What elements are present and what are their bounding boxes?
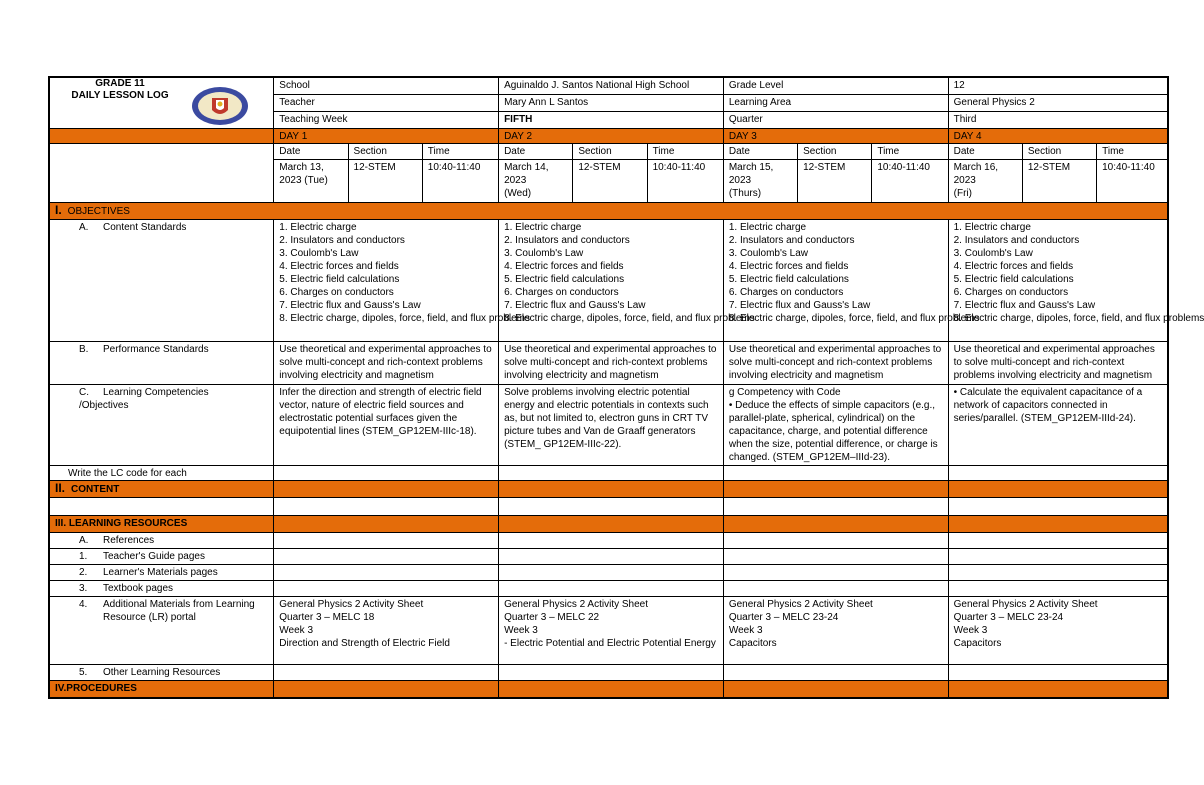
grade-level-label: Grade Level [723, 77, 948, 95]
number: 1. [79, 551, 88, 562]
other-resources-day-3 [723, 665, 948, 681]
references-day-1 [274, 533, 499, 549]
content-standard-item: 5. Electric field calculations [504, 274, 625, 285]
day-4-time: 10:40-11:40 [1097, 160, 1168, 203]
day-1-label: DAY 1 [274, 129, 499, 144]
procedures-day-2 [499, 681, 724, 698]
section-label: Section [573, 144, 647, 160]
content-standard-item: 3. Coulomb's Law [728, 248, 809, 259]
content-standard-item: 1. Electric charge [504, 222, 582, 233]
references-day-2 [499, 533, 724, 549]
content-standard-item: 2. Insulators and conductors [279, 235, 405, 246]
quarter-value: Third [948, 112, 1168, 129]
week-value: FIFTH [499, 112, 724, 129]
objectives-roman: I. [55, 203, 62, 217]
school-label: School [274, 77, 499, 95]
line: Quarter 3 – MELC 23-24 [953, 612, 1064, 623]
content-standard-item: 2. Insulators and conductors [504, 235, 630, 246]
label: Content Standards [103, 222, 187, 233]
teachers-guide-day-4 [948, 549, 1168, 565]
content-standard-item: 5. Electric field calculations [728, 274, 849, 285]
resources-header-day-2 [499, 516, 724, 533]
learning-area-label: Learning Area [723, 95, 948, 112]
references-label [49, 533, 274, 549]
content-standard-item: 6. Charges on conductors [504, 287, 619, 298]
content-day-1 [274, 498, 499, 516]
teacher-label: Teacher [274, 95, 499, 112]
letter: C. [79, 387, 89, 398]
content-header-day-1 [274, 481, 499, 498]
content-standard-item: 4. Electric forces and fields [279, 261, 399, 272]
additional-day-3 [723, 597, 948, 665]
day-3-date: March 15, 2023 (Thurs) [723, 160, 797, 203]
time-label: Time [872, 144, 948, 160]
content-standard-item: 8. Electric charge, dipoles, force, field, and flux problems [953, 313, 1204, 324]
resources-header-day-3 [723, 516, 948, 533]
content-standard-item: 8. Electric charge, dipoles, force, field, and flux problems [279, 313, 530, 324]
label-cont: /Objectives [79, 400, 129, 411]
additional-day-1 [274, 597, 499, 665]
procedures-header: IV.PROCEDURES [49, 681, 274, 698]
number: 5. [79, 667, 88, 678]
number: 4. [79, 599, 88, 610]
date-label: Date [948, 144, 1022, 160]
section-label: Section [348, 144, 422, 160]
teachers-guide-day-1 [274, 549, 499, 565]
learning-competencies-label [49, 385, 274, 466]
grade-title: GRADE 11 [95, 78, 145, 89]
day-3-section: 12-STEM [798, 160, 872, 203]
content-standard-item: 5. Electric field calculations [279, 274, 400, 285]
line: General Physics 2 Activity Sheet [279, 599, 424, 610]
performance-standards-day-1: Use theoretical and experimental approaches to solve multi-concept and rich-context problems involving electricity and magnetism [274, 342, 499, 385]
content-standards-day-4 [948, 220, 1204, 342]
label: Performance Standards [103, 344, 209, 355]
references-day-4 [948, 533, 1168, 549]
content-standard-item: 4. Electric forces and fields [504, 261, 624, 272]
competency-day-3: g Competency with Code • Deduce the effects of simple capacitors (e.g., parallel-plate, spherical, cylindrical) on the capacitance, charge, and potential difference when the size, potential difference, or charge is changed. (STEM_GP12EM–IIId-23). [723, 385, 948, 466]
line: Week 3 [953, 625, 988, 636]
lc-code-day-1 [274, 466, 499, 481]
deped-seal-icon [190, 86, 250, 126]
content-standard-item: 7. Electric flux and Gauss's Law [728, 300, 871, 311]
content-standard-item: 8. Electric charge, dipoles, force, field, and flux problems [728, 313, 980, 324]
teacher-value: Mary Ann L Santos [499, 95, 724, 112]
day-1-time: 10:40-11:40 [422, 160, 498, 203]
content-standard-item: 7. Electric flux and Gauss's Law [279, 300, 421, 311]
time-label: Time [422, 144, 498, 160]
label: Other Learning Resources [103, 667, 221, 678]
content-standards-label [49, 220, 274, 342]
other-resources-day-2 [499, 665, 724, 681]
performance-standards-day-3: Use theoretical and experimental approaches to solve multi-concept and rich-context problems involving electricity and magnetism [723, 342, 948, 385]
textbook-day-4 [948, 581, 1168, 597]
content-roman: II. [55, 481, 66, 495]
content-standards-day-2 [499, 220, 755, 342]
objectives-header [49, 203, 1168, 220]
school-value: Aguinaldo J. Santos National High School [499, 77, 724, 95]
date-label: Date [723, 144, 797, 160]
content-standard-item: 4. Electric forces and fields [953, 261, 1074, 272]
content-header-day-3 [723, 481, 948, 498]
log-title: DAILY LESSON LOG [71, 90, 169, 101]
day-4-section: 12-STEM [1022, 160, 1096, 203]
line: General Physics 2 Activity Sheet [504, 599, 649, 610]
other-resources-day-4 [948, 665, 1168, 681]
lc-code-day-4 [948, 466, 1168, 481]
content-standard-item: 6. Charges on conductors [279, 287, 394, 298]
content-standard-item: 8. Electric charge, dipoles, force, field, and flux problems [504, 313, 755, 324]
letter: A. [79, 222, 89, 233]
resources-header: III. LEARNING RESOURCES [49, 516, 274, 533]
number: 3. [79, 583, 88, 594]
learners-materials-label [49, 565, 274, 581]
content-standard-item: 7. Electric flux and Gauss's Law [953, 300, 1096, 311]
content-standard-item: 5. Electric field calculations [953, 274, 1074, 285]
content-standard-item: 2. Insulators and conductors [953, 235, 1080, 246]
letter: A. [79, 535, 89, 546]
performance-standards-day-4: Use theoretical and experimental approaches to solve multi-concept and rich-context problems involving electricity and magnetism [948, 342, 1168, 385]
additional-materials-label [49, 597, 274, 665]
lc-code-label: Write the LC code for each [49, 466, 274, 481]
quarter-label: Quarter [723, 112, 948, 129]
content-standard-item: 3. Coulomb's Law [504, 248, 584, 259]
additional-day-4 [948, 597, 1168, 665]
label: Teacher's Guide pages [103, 551, 205, 562]
competency-day-1: Infer the direction and strength of electric field vector, nature of electric field sources and electrostatic potential surfaces given the equipotential lines (STEM_GP12EM-IIIc-18). [274, 385, 499, 466]
week-label: Teaching Week [274, 112, 499, 129]
content-header [49, 481, 274, 498]
content-standard-item: 6. Charges on conductors [728, 287, 844, 298]
teachers-guide-day-2 [499, 549, 724, 565]
teachers-guide-day-3 [723, 549, 948, 565]
learners-materials-day-1 [274, 565, 499, 581]
content-day-4 [948, 498, 1168, 516]
content-standard-item: 7. Electric flux and Gauss's Law [504, 300, 646, 311]
date-label: Date [274, 144, 348, 160]
content-standards-day-3 [723, 220, 980, 342]
textbook-day-2 [499, 581, 724, 597]
references-day-3 [723, 533, 948, 549]
learners-materials-day-3 [723, 565, 948, 581]
line: Week 3 [728, 625, 763, 636]
day-3-label: DAY 3 [723, 129, 948, 144]
lc-code-day-3 [723, 466, 948, 481]
grade-level-value: 12 [948, 77, 1168, 95]
objectives-title: OBJECTIVES [67, 206, 130, 217]
procedures-day-4 [948, 681, 1168, 698]
content-title: CONTENT [71, 484, 120, 495]
lc-code-day-2 [499, 466, 724, 481]
textbook-label [49, 581, 274, 597]
resources-header-day-1 [274, 516, 499, 533]
performance-standards-label [49, 342, 274, 385]
number: 2. [79, 567, 88, 578]
content-standard-item: 1. Electric charge [728, 222, 807, 233]
line: General Physics 2 Activity Sheet [728, 599, 873, 610]
label: Learning Competencies [103, 387, 209, 398]
time-label: Time [647, 144, 723, 160]
other-resources-label [49, 665, 274, 681]
performance-standards-day-2: Use theoretical and experimental approaches to solve multi-concept and rich-context problems involving electricity and magnetism [499, 342, 724, 385]
line: General Physics 2 Activity Sheet [953, 599, 1098, 610]
content-standard-item: 3. Coulomb's Law [279, 248, 359, 259]
day-2-label: DAY 2 [499, 129, 724, 144]
day-4-date: March 16, 2023 (Fri) [948, 160, 1022, 203]
content-day-3 [723, 498, 948, 516]
line: Capacitors [728, 638, 777, 649]
procedures-day-3 [723, 681, 948, 698]
day-2-time: 10:40-11:40 [647, 160, 723, 203]
content-standard-item: 1. Electric charge [279, 222, 357, 233]
letter: B. [79, 344, 89, 355]
content-standard-item: 6. Charges on conductors [953, 287, 1069, 298]
line: Quarter 3 – MELC 23-24 [728, 612, 839, 623]
competency-day-2: Solve problems involving electric potential energy and electric potentials in contexts such as, but not limited to, electron guns in CRT TV picture tubes and Van de Graaff generators (STEM_ GP12EM-IIIc-22). [499, 385, 724, 466]
content-header-day-4 [948, 481, 1168, 498]
content-header-day-2 [499, 481, 724, 498]
line: Direction and Strength of Electric Field [279, 638, 450, 649]
learners-materials-day-4 [948, 565, 1168, 581]
daily-lesson-log-table [48, 76, 1204, 699]
section-label: Section [798, 144, 872, 160]
day-2-date: March 14, 2023 (Wed) [499, 160, 573, 203]
day-header-blank [49, 129, 274, 144]
content-day-2 [499, 498, 724, 516]
schedule-blank [49, 144, 274, 203]
date-label: Date [499, 144, 573, 160]
day-2-section: 12-STEM [573, 160, 647, 203]
learning-area-value: General Physics 2 [948, 95, 1168, 112]
day-4-label: DAY 4 [948, 129, 1168, 144]
other-resources-day-1 [274, 665, 499, 681]
content-standard-item: 2. Insulators and conductors [728, 235, 855, 246]
resources-header-day-4 [948, 516, 1168, 533]
label: Learner's Materials pages [103, 567, 218, 578]
day-1-date: March 13, 2023 (Tue) [274, 160, 348, 203]
day-3-time: 10:40-11:40 [872, 160, 948, 203]
content-blank [49, 498, 274, 516]
content-standard-item: 3. Coulomb's Law [953, 248, 1033, 259]
line: - Electric Potential and Electric Potential Energy [504, 638, 716, 649]
line: Capacitors [953, 638, 1002, 649]
line: Week 3 [279, 625, 314, 636]
label: References [103, 535, 155, 546]
procedures-day-1 [274, 681, 499, 698]
line: Quarter 3 – MELC 18 [279, 612, 375, 623]
label: Textbook pages [103, 583, 174, 594]
teachers-guide-label [49, 549, 274, 565]
time-label: Time [1097, 144, 1168, 160]
content-standard-item: 4. Electric forces and fields [728, 261, 849, 272]
content-standard-item: 1. Electric charge [953, 222, 1031, 233]
header-title-cell [49, 77, 274, 129]
content-standards-day-1 [274, 220, 530, 342]
textbook-day-3 [723, 581, 948, 597]
section-label: Section [1022, 144, 1096, 160]
learners-materials-day-2 [499, 565, 724, 581]
line: Week 3 [504, 625, 538, 636]
competency-day-4: • Calculate the equivalent capacitance of a network of capacitors connected in series/parallel. (STEM_GP12EM-IIId-24). [948, 385, 1168, 466]
label: Additional Materials from Learning Resource (LR) portal [103, 599, 255, 623]
line: Quarter 3 – MELC 22 [504, 612, 600, 623]
textbook-day-1 [274, 581, 499, 597]
additional-day-2 [499, 597, 724, 665]
day-1-section: 12-STEM [348, 160, 422, 203]
